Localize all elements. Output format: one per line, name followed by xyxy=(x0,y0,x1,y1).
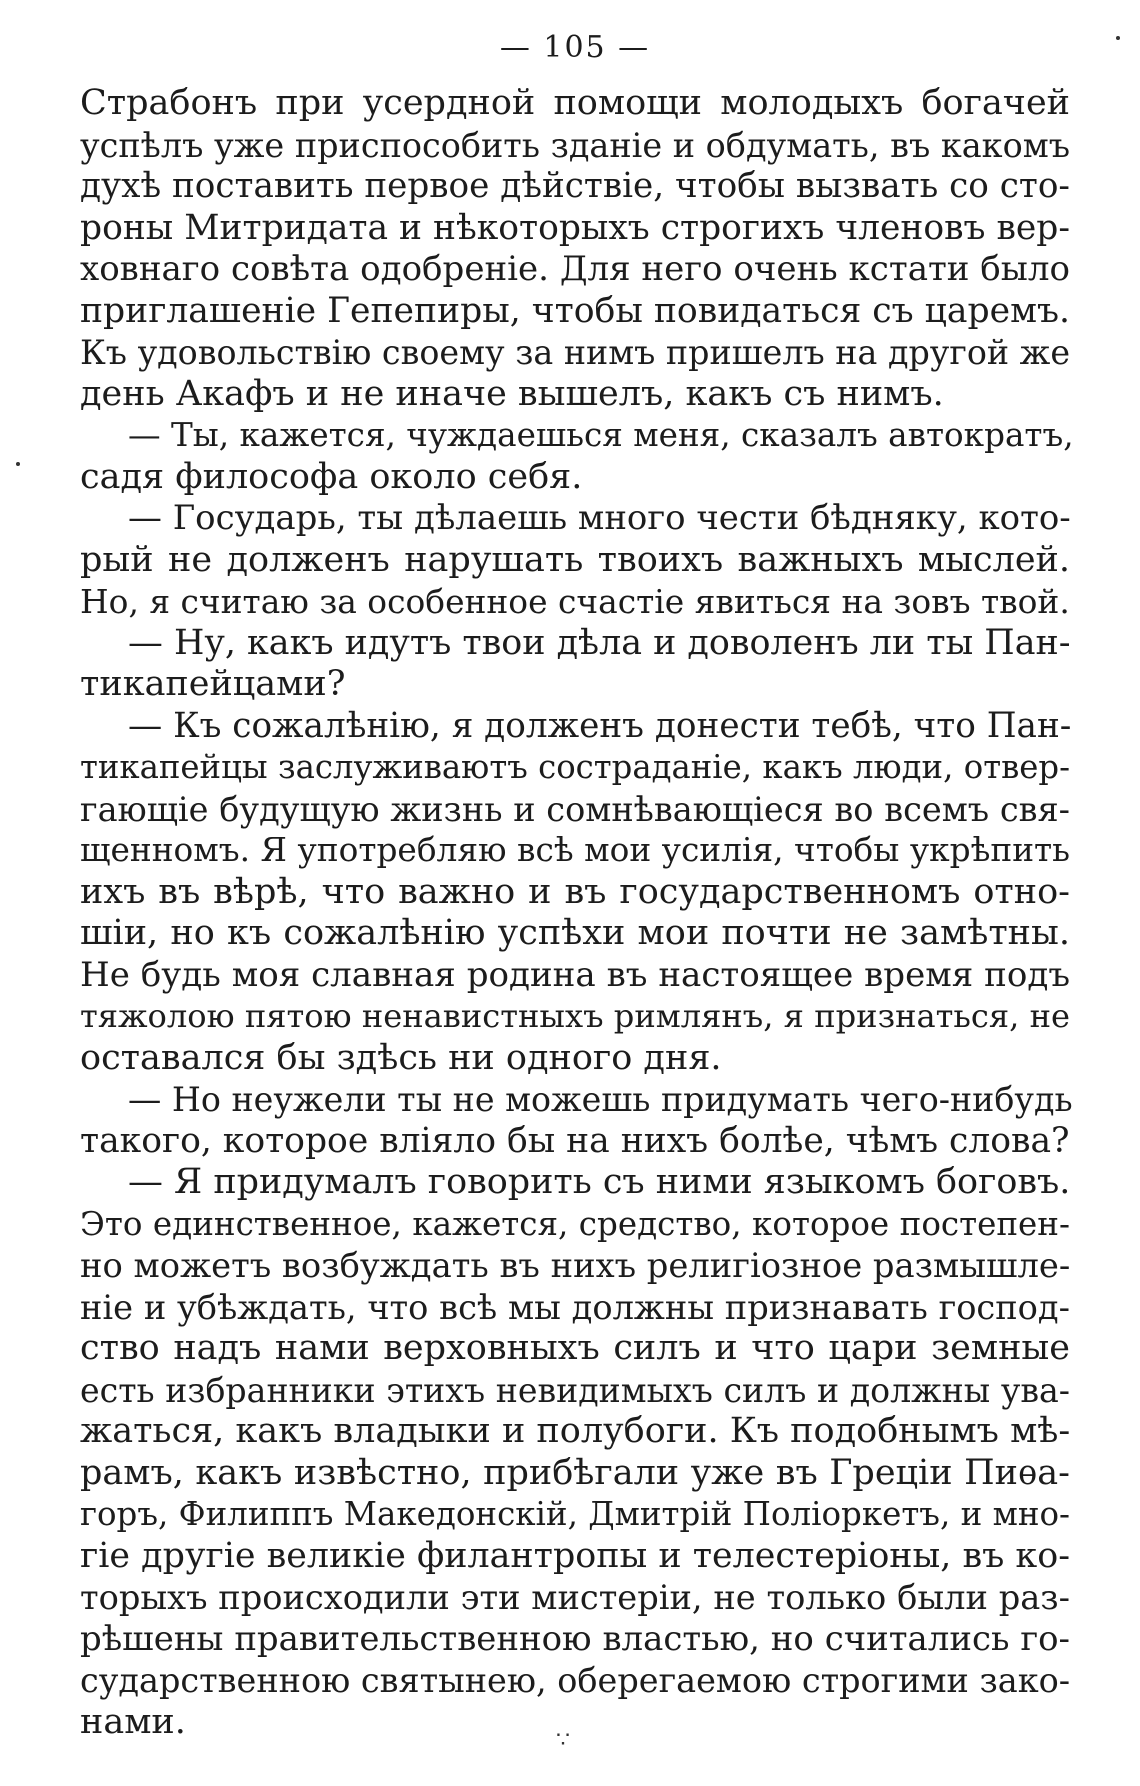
text-line: Но, я считаю за особенное счастіе явиться на зовъ твой. xyxy=(80,582,1070,621)
text-line: такого, которое вліяло бы на нихъ болѣе, чѣмъ слова? xyxy=(80,1120,1070,1161)
text-line: рѣшены правительственною властью, но считались го- xyxy=(80,1619,1070,1659)
text-line: тяжолою пятою ненавистныхъ римлянъ, я признаться, не xyxy=(80,997,1070,1035)
text-line: тикапейцами? xyxy=(80,664,346,704)
text-line: но можетъ возбуждать въ нихъ религіозное размышле- xyxy=(80,1246,1071,1285)
text-line: рый не долженъ нарушать твоихъ важныхъ мыслей. xyxy=(80,539,1070,580)
text-line: ство надъ нами верховныхъ силъ и что цари земные xyxy=(80,1328,1070,1368)
text-line: оставался бы здѣсь ни одного дня. xyxy=(80,1037,722,1078)
text-line: рамъ, какъ извѣстно, прибѣгали уже въ Греціи Пиѳа- xyxy=(80,1452,1070,1493)
text-line: день Акафъ и не иначе вышелъ, какъ съ нимъ. xyxy=(80,373,944,414)
text-line: гающіе будущую жизнь и сомнѣвающіеся во всемъ свя- xyxy=(80,789,1070,829)
stray-mark-right xyxy=(1116,36,1120,40)
text-line: Къ удовольствію своему за нимъ пришелъ на другой же xyxy=(80,333,1071,372)
text-body xyxy=(80,83,1074,1743)
text-line: — Ну, какъ идутъ твои дѣла и доволенъ ли ты Пан- xyxy=(128,622,1071,663)
text-line: роны Митридата и нѣкоторыхъ строгихъ членовъ вер- xyxy=(80,207,1070,248)
text-line: щенномъ. Я употребляю всѣ мои усилія, чтобы укрѣпить xyxy=(80,831,1070,869)
text-line: ихъ въ вѣрѣ, что важно и въ государственномъ отно- xyxy=(80,871,1070,912)
text-line: ховнаго совѣта одобреніе. Для него очень кстати было xyxy=(80,249,1070,289)
text-line: есть избранники этихъ невидимыхъ силъ и должны ува- xyxy=(80,1370,1070,1410)
text-line: духѣ поставить первое дѣйствіе, чтобы вызвать со сто- xyxy=(80,166,1070,206)
text-line: Это единственное, кажется, средство, которое постепен- xyxy=(80,1204,1070,1243)
text-line: тикапейцы заслуживаютъ состраданіе, какъ люди, отвер- xyxy=(80,748,1070,786)
text-line: успѣлъ уже приспособить зданіе и обдумать, въ какомъ xyxy=(80,125,1070,165)
text-line: горъ, Филиппъ Македонскій, Дмитрій Поліоркетъ, и мно- xyxy=(80,1495,1070,1533)
text-line: садя философа около себя. xyxy=(80,456,583,497)
text-line: Не будь моя славная родина въ настоящее время подъ xyxy=(80,954,1070,995)
text-line: гіе другіе великіе филантропы и телестеріоны, въ ко- xyxy=(80,1535,1070,1576)
page-number: — 105 — xyxy=(499,30,651,65)
text-line: — Но неужели ты не можешь придумать чего-нибудь xyxy=(128,1080,1073,1119)
stray-mark-left xyxy=(16,462,20,466)
text-line: нами. xyxy=(80,1701,186,1742)
text-line: — Ты, кажется, чуждаешься меня, сказалъ автократъ, xyxy=(128,416,1074,454)
text-line: сударственною святынею, оберегаемою строгими зако- xyxy=(80,1661,1071,1700)
text-line: торыхъ происходили эти мистеріи, не только были раз- xyxy=(80,1578,1070,1617)
text-line: шіи, но къ сожалѣнію успѣхи мои почти не замѣтны. xyxy=(80,913,1070,953)
end-ornament: ∵ xyxy=(556,1728,570,1753)
text-line: ніе и убѣждать, что всѣ мы должны признавать господ- xyxy=(80,1287,1070,1327)
text-line: — Я придумалъ говорить съ ними языкомъ боговъ. xyxy=(128,1162,1071,1202)
text-line: — Государь, ты дѣлаешь много чести бѣдняку, кото- xyxy=(128,499,1071,538)
text-line: жаться, какъ владыки и полубоги. Къ подобнымъ мѣ- xyxy=(80,1411,1071,1451)
text-line: — Къ сожалѣнію, я долженъ донести тебѣ, что Пан- xyxy=(128,705,1072,746)
text-line: Страбонъ при усердной помощи молодыхъ богачей xyxy=(80,83,1070,123)
book-page xyxy=(80,30,1074,1743)
text-line: приглашеніе Гепепиры, чтобы повидаться съ царемъ. xyxy=(80,290,1070,331)
